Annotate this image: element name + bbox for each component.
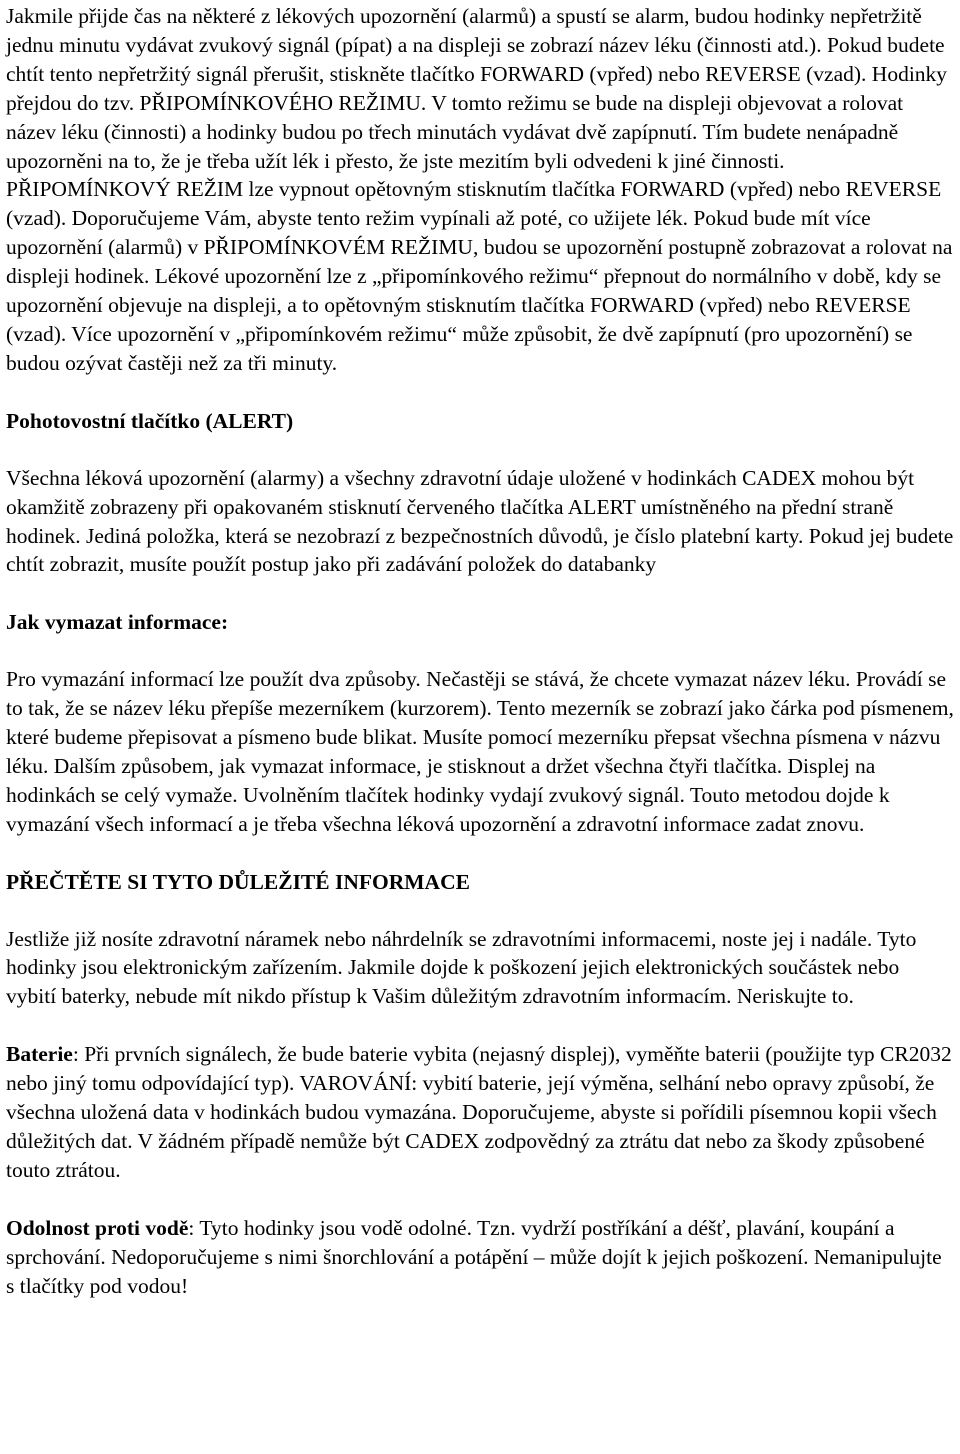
spacer: [6, 637, 954, 665]
water-text: : Tyto hodinky jsou vodě odolné. Tzn. vydrží postříkání a déšť, plavání, koupání a sprchování. Nedoporučujeme s nimi šnorchlování a potápění – může dojít k jejich poškození. Nemanipulujte s tlačítky pod vodou!: [6, 1215, 942, 1298]
spacer: [6, 579, 954, 608]
delete-section-heading: Jak vymazat informace:: [6, 610, 229, 635]
delete-section-body: Pro vymazání informací lze použít dva způsoby. Nečastěji se stává, že chcete vymazat název léku. Provádí se to tak, že se název léku přepíše mezerníkem (kurzorem). Tento mezerník se zobrazí jako čárka pod písmenem, které budeme přepisovat a písmeno bude blikat. Musíte pomocí mezerníku přepsat všechna písmena v názvu léku. Dalším způsobem, jak vymazat informace, je stisknout a držet všechna čtyři tlačítka. Displej na hodinkách se celý vymaže. Uvolněním tlačítek hodinky vydají zvukový signál. Touto metodou dojde k vymazání všech informací a je třeba všechna léková upozornění a zdravotní informace zadat znovu.: [6, 667, 954, 836]
battery-label: Baterie: [6, 1042, 73, 1067]
important-section-body: Jestliže již nosíte zdravotní náramek nebo náhrdelník se zdravotními informacemi, noste jej i nadále. Tyto hodinky jsou elektronickým zařízením. Jakmile dojde k poškození jejich elektronických součástek nebo vybití baterky, nebude mít nikdo přístup k Vašim důležitým zdravotním informacím. Neriskujte to.: [6, 926, 917, 1009]
spacer: [6, 839, 954, 868]
spacer: [6, 436, 954, 464]
alert-section-heading: Pohotovostní tlačítko (ALERT): [6, 408, 294, 433]
spacer: [6, 1185, 954, 1214]
important-section-heading: PŘEČTĚTE SI TYTO DŮLEŽITÉ INFORMACE: [6, 869, 470, 894]
water-paragraph: [6, 1214, 954, 1301]
alert-section-body: Všechna léková upozornění (alarmy) a všechny zdravotní údaje uložené v hodinkách CADEX mohou být okamžitě zobrazeny při opakovaném stisknutí červeného tlačítka ALERT umístněného na přední straně hodinek. Jediná položka, která se nezobrazí z bezpečnostních důvodů, je číslo platební karty. Pokud jej budete chtít zobrazit, musíte použít postup jako při zadávání položek do databanky: [6, 465, 954, 577]
battery-paragraph: [6, 1040, 954, 1185]
water-label: Odolnost proti vodě: [6, 1215, 189, 1240]
intro-paragraph: Jakmile přijde čas na některé z lékových upozornění (alarmů) a spustí se alarm, budou hodinky nepřetržitě jednu minutu vydávat zvukový signál (pípat) a na displeji se zobrazí název léku (činnosti atd.). Pokud budete chtít tento nepřetržitý signál přerušit, stiskněte tlačítko FORWARD (vpřed) nebo REVERSE (vzad). Hodinky přejdou do tzv. PŘIPOMÍNKOVÉHO REŽIMU. V tomto režimu se bude na displeji objevovat a rolovat název léku (činnosti) a hodinky budou po třech minutách vydávat dvě zapípnutí. Tím budete nenápadně upozorněni na to, že je třeba užít lék i přesto, že jste mezitím byli odvedeni k jiné činnosti. PŘIPOMÍNKOVÝ REŽIM lze vypnout opětovným stisknutím tlačítka FORWARD (vpřed) nebo REVERSE (vzad). Doporučujeme Vám, abyste tento režim vypínali až poté, co užijete lék. Pokud bude mít více upozornění (alarmů) v PŘIPOMÍNKOVÉM REŽIMU, budou se upozornění postupně zobrazovat a rolovat na displeji hodinek. Lékové upozornění lze z „připomínkového režimu“ přepnout do normálního v době, kdy se upozornění objevuje na displeji, a to opětovným stisknutím tlačítka FORWARD (vpřed) nebo REVERSE (vzad). Více upozornění v „připomínkovém režimu“ může způsobit, že dvě zapípnutí (pro upozornění) se budou ozývat častěji než za tři minuty.: [6, 4, 953, 375]
spacer: [6, 378, 954, 407]
spacer: [6, 1011, 954, 1040]
spacer: [6, 897, 954, 925]
battery-text: : Při prvních signálech, že bude baterie vybita (nejasný displej), vyměňte baterii (použijte typ CR2032 nebo jiný tomu odpovídající typ). VAROVÁNÍ: vybití baterie, její výměna, selhání nebo opravy způsobí, že všechna uložená data v hodinkách budou vymazána. Doporučujeme, abyste si pořídili písemnou kopii všech důležitých dat. V žádném případě nemůže být CADEX zodpovědný za ztrátu dat nebo za škody způsobené touto ztrátou.: [6, 1042, 952, 1182]
